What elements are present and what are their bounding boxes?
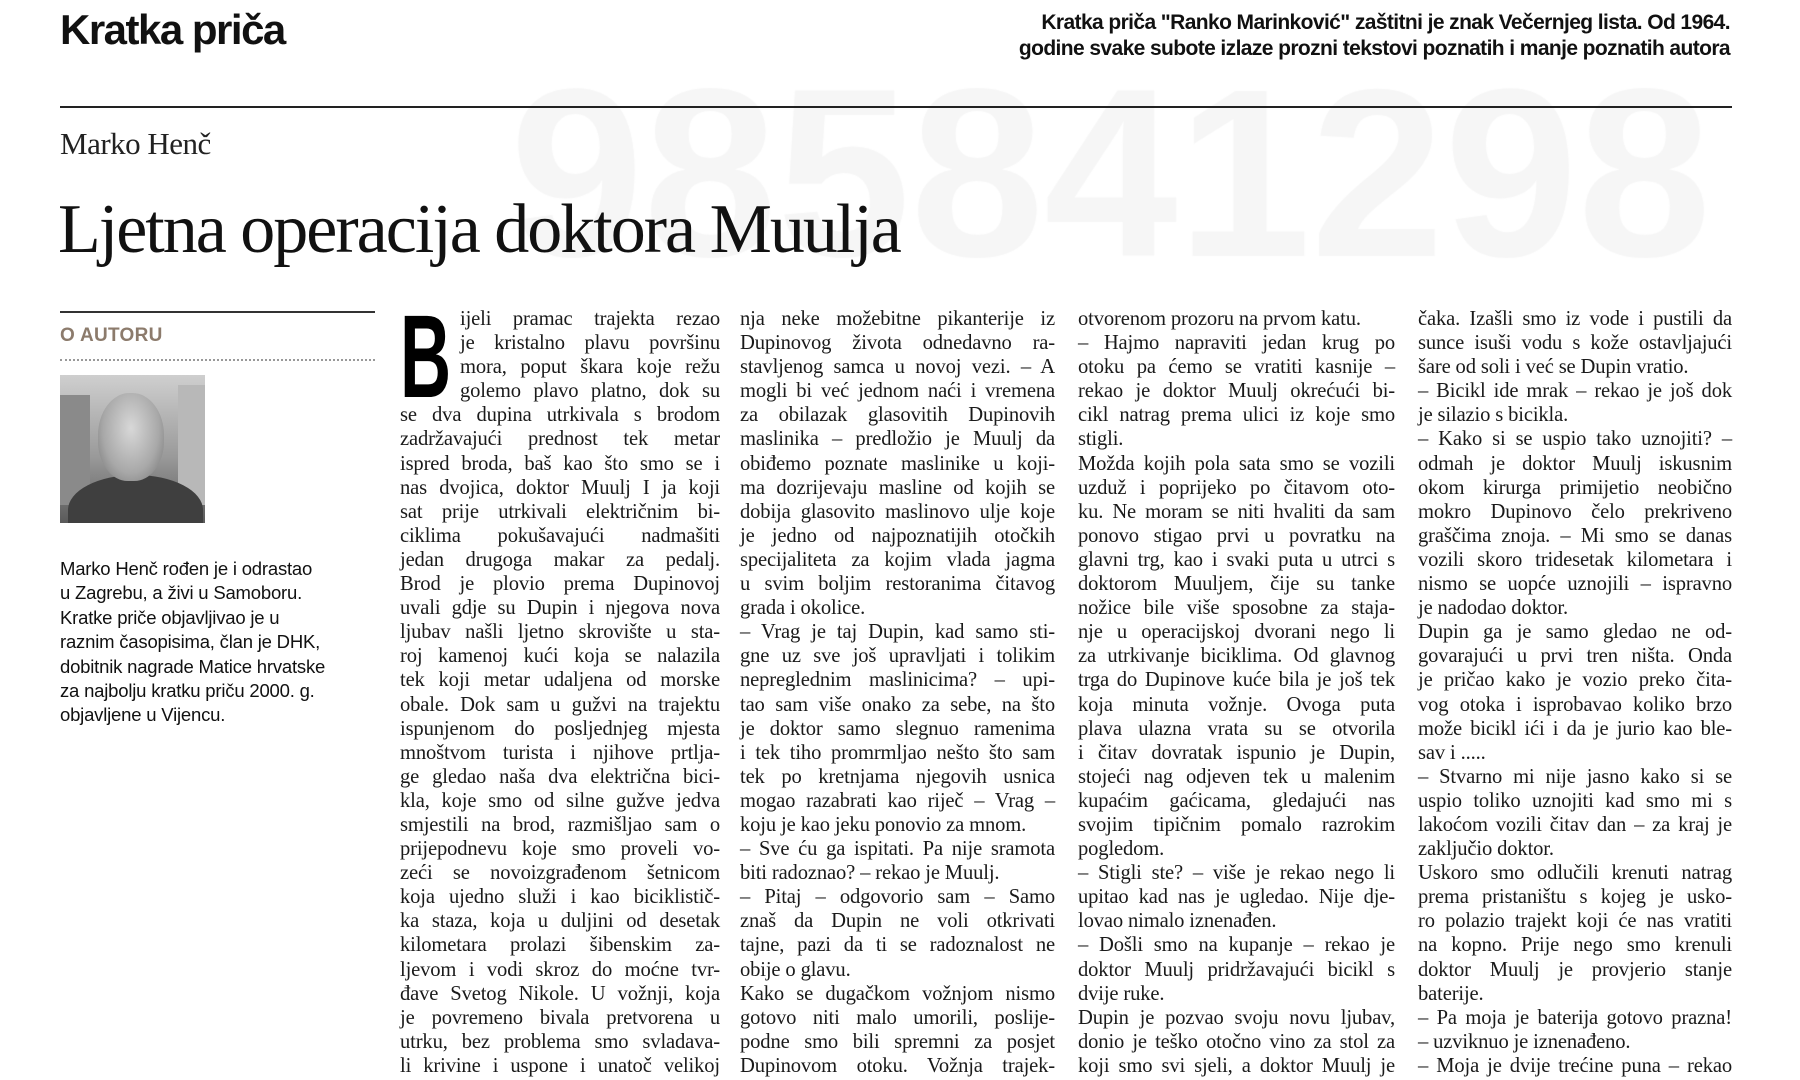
text-line: sav i ..... xyxy=(1418,741,1486,764)
text-line: govarajući u prvi tren ništa. Onda xyxy=(1418,645,1732,668)
text-line: ro polazio trajekt koji će nas vratiti xyxy=(1418,910,1732,933)
text-line: baterije. xyxy=(1418,982,1484,1005)
text-line: graščima znoja. – Mi smo se danas xyxy=(1418,524,1732,547)
paragraph xyxy=(1078,933,1395,1005)
text-line: odmah je doktor Muulj iskusnim xyxy=(1418,452,1732,475)
text-line: je povremeno bivala pretvorena u xyxy=(400,1006,720,1029)
text-line: – Kako si se uspio tako uznojiti? – xyxy=(1418,428,1732,451)
text-line: specijaliteta za kojim vlada jagma xyxy=(740,548,1055,571)
text-line: na kopno. Prije nego smo krenuli xyxy=(1418,934,1732,957)
text-line: Dupin je pozvao svoju novu ljubav, xyxy=(1078,1006,1395,1029)
paragraph xyxy=(1078,307,1395,331)
text-line: može bicikl ići i da je jurio kao ble- xyxy=(1418,717,1732,740)
text-line: Možda kojih pola sata smo se vozili xyxy=(1078,452,1395,475)
text-line: znaš da Dupin ne voli otkrivati xyxy=(740,910,1055,933)
about-author-box xyxy=(60,311,375,728)
header-divider xyxy=(60,106,1732,108)
paragraph xyxy=(740,837,1055,885)
text-line: prijepodnevu koje smo proveli vo- xyxy=(400,838,720,861)
text-column-1 xyxy=(400,291,720,1078)
paragraph xyxy=(1078,452,1395,862)
paragraph xyxy=(1418,379,1732,427)
text-line: ma dozrijevaju masline od kojih se xyxy=(740,476,1055,499)
text-line: koja minuta vožnje. Ovoga puta xyxy=(1078,693,1395,716)
text-line: šare od soli i već se Dupin vratio. xyxy=(1418,356,1689,379)
text-line: otoku pa ćemo se vratiti kasnije – xyxy=(1078,356,1395,379)
text-line: smjestili na brod, razmišljao sam o xyxy=(400,813,720,836)
text-line: uvali gdje su Dupin i njegova nova xyxy=(400,597,720,620)
paragraph xyxy=(1418,1054,1732,1078)
text-line: ge gledao naša dva električna bici- xyxy=(400,765,720,788)
text-line: glavni trg, kao i svaki puta u utrci s xyxy=(1078,548,1395,571)
text-line: sat prije utrkivali električnim bi- xyxy=(400,500,720,523)
text-line: zeći se novoizgrađenom šetnicom xyxy=(400,862,720,885)
drop-cap: B xyxy=(400,291,452,423)
text-line: za utrkivanje biciklima. Od glavnog xyxy=(1078,645,1395,668)
text-line: mora, poput škara koje režu xyxy=(460,356,720,379)
text-line: koja ujedno služi i kao biciklistič- xyxy=(400,886,720,909)
paragraph xyxy=(1418,1006,1732,1054)
text-line: tek koji metar udaljena od morske xyxy=(400,669,720,692)
text-line: stigli. xyxy=(1078,428,1124,451)
article-author: Marko Henč xyxy=(60,126,211,161)
text-line: roj kamenoj kući koja se nalazila xyxy=(400,645,720,668)
bio-line: u Zagrebu, a živi u Samoboru. xyxy=(60,582,303,604)
text-line: dobija glasovito maslinovo ulje koje xyxy=(740,500,1055,523)
text-line: li krivine i uspone i unatoč velikoj xyxy=(400,1054,720,1077)
text-line: jedan drugoga makar za pedalj. xyxy=(400,548,720,571)
text-line: ciklima pokušavajući nadmašiti xyxy=(400,524,720,547)
text-line: vozili skoro tridesetak kilometara i xyxy=(1418,548,1732,571)
paragraph xyxy=(1078,1006,1395,1078)
text-line: – Hajmo napraviti jedan krug po xyxy=(1078,332,1395,355)
text-line: uspio toliko uznojiti kad smo mi s xyxy=(1418,789,1732,812)
text-line: ispred broda, baš kao što smo se i xyxy=(400,452,720,475)
text-line: doktorom Muuljem, čije su tanke xyxy=(1078,573,1395,596)
tagline-line: Kratka priča "Ranko Marinković" zaštitni je znak Večernjeg lista. Od 1964. xyxy=(1041,11,1730,34)
section-title: Kratka priča xyxy=(60,6,285,53)
text-line: trga do Dupinove kuće bila je još tek xyxy=(1078,669,1395,692)
text-line: pogledom. xyxy=(1078,838,1165,861)
text-line: mokro Dupinovo čelo prekriveno xyxy=(1418,500,1732,523)
author-bio xyxy=(60,557,375,728)
text-line: Uskoro smo odlučili krenuti natrag xyxy=(1418,862,1732,885)
text-line: svojim tipičnim pomalo razrokim xyxy=(1078,813,1395,836)
text-line: doktor Muulj pridržavajući bicikl s xyxy=(1078,958,1395,981)
text-line: đave Svetog Nikole. U vožnji, koja xyxy=(400,982,720,1005)
bio-line: za najbolju kratku priču 2000. g. xyxy=(60,680,315,702)
text-line: za obilazak glasovitih Dupinovih xyxy=(740,404,1055,427)
text-line: lovao nimalo iznenađen. xyxy=(1078,910,1277,933)
section-tagline xyxy=(1019,10,1730,62)
text-line: vog otoka i isprobavao koliko brzo xyxy=(1418,693,1732,716)
text-line: tek po kretnjama njegovih usnica xyxy=(740,765,1055,788)
text-line: obiđemo poznate maslinike u koji- xyxy=(740,452,1055,475)
text-line: tajne, pazi da ti se radoznalost ne xyxy=(740,934,1055,957)
tagline-line: godine svake subote izlaze prozni tekstovi poznatih i manje poznatih autora xyxy=(1018,37,1730,60)
text-line: – Sve ću ga ispitati. Pa nije sramota xyxy=(740,838,1055,861)
text-line: nja neke možebitne pikanterije iz xyxy=(740,308,1055,330)
bio-line: Kratke priče objavljivao je u xyxy=(60,606,280,628)
text-line: je jedno od najpoznatijih otočkih xyxy=(740,524,1055,547)
text-line: – Moja je dvije trećine puna – rekao xyxy=(1418,1054,1732,1077)
paragraph xyxy=(1078,331,1395,451)
paragraph xyxy=(1078,861,1395,933)
text-line: je doktor samo slegnuo ramenima xyxy=(740,717,1055,740)
article-title: Ljetna operacija doktora Muulja xyxy=(58,191,900,268)
text-line: plava ulazna vrata su se otvorila xyxy=(1078,717,1395,740)
text-line: kilometara prolazi šibenskim za- xyxy=(400,934,720,957)
text-line: – Stigli ste? – više je rekao nego li xyxy=(1078,862,1395,885)
text-line: grada i okolice. xyxy=(740,597,866,620)
text-line: ku. Ne moram se niti hvaliti da sam xyxy=(1078,500,1395,523)
bio-line: raznim časopisima, član je DHK, xyxy=(60,631,321,653)
text-line: mogao razabrati kao riječ – Vrag – xyxy=(740,789,1055,812)
paragraph xyxy=(1418,307,1732,379)
text-line: uzduž i poprijeko po čitavom oto- xyxy=(1078,476,1395,499)
text-line: rekao je doktor Muulj okrećući bi- xyxy=(1078,380,1395,403)
text-line: nožice bile više sposobne za staja- xyxy=(1078,597,1395,620)
text-line: Brod je plovio prema Dupinovoj xyxy=(400,573,720,596)
text-line: tao sam više onako za sebe, na što xyxy=(740,693,1055,716)
text-line: je silazio s bicikla. xyxy=(1418,404,1569,427)
text-line: čaka. Izašli smo iz vode i pustili da xyxy=(1418,308,1732,330)
paragraph xyxy=(740,620,1055,837)
text-line: – Bicikl ide mrak – rekao je još dok xyxy=(1418,380,1732,403)
paragraph xyxy=(1418,861,1732,1006)
text-line: – Stvarno mi nije jasno kako si se xyxy=(1418,765,1732,788)
text-line: mnoštvom turista i njihove prtlja- xyxy=(400,741,720,764)
text-line: – Pitaj – odgovorio sam – Samo xyxy=(740,886,1055,909)
text-line: nje u operacijskoj dvorani nego li xyxy=(1078,621,1395,644)
text-line: zaključio doktor. xyxy=(1418,838,1554,861)
text-line: obije o glavu. xyxy=(740,958,851,981)
text-column-4 xyxy=(1418,307,1732,1078)
paragraph xyxy=(740,885,1055,981)
text-line: Kako se dugačkom vožnjom nismo xyxy=(740,982,1055,1005)
bio-line: Marko Henč rođen je i odrastao xyxy=(60,558,313,579)
dotted-divider xyxy=(60,359,375,361)
bio-line: objavljene u Vijencu. xyxy=(60,704,226,726)
author-box-rule xyxy=(60,311,375,313)
paragraph xyxy=(740,307,1055,620)
text-column-2 xyxy=(740,307,1055,1078)
paragraph xyxy=(740,982,1055,1078)
text-line: cikl natrag prema ulici iz koje smo xyxy=(1078,404,1395,427)
text-line: ijeli pramac trajekta rezao xyxy=(460,308,720,330)
text-line: gotovo niti malo umorili, poslije- xyxy=(740,1006,1055,1029)
text-line: Dupinovom otoku. Vožnja trajek- xyxy=(740,1054,1055,1077)
text-line: ponovo stigao prvi u povratku na xyxy=(1078,524,1395,547)
text-line: stavljenog samca u novoj vezi. – A xyxy=(740,356,1055,379)
text-line: otvorenom prozoru na prvom katu. xyxy=(1078,308,1361,330)
text-line: prema pristaništu s kojeg je usko- xyxy=(1418,886,1732,909)
text-line: – Vrag je taj Dupin, kad samo sti- xyxy=(740,621,1055,644)
text-line: se dva dupina utrkivala s brodom xyxy=(400,404,720,427)
text-line: lakoćom vozili čitav dan – za kraj je xyxy=(1418,813,1732,836)
text-line: koji smo svi sjeli, a doktor Muulj je xyxy=(1078,1054,1395,1077)
paragraph xyxy=(1418,427,1732,620)
text-line: nas dvojica, doktor Muulj I ja koji xyxy=(400,476,720,499)
text-line: biti radoznao? – rekao je Muulj. xyxy=(740,862,1000,885)
text-line: ljevom i vodi skroz do moćne tvr- xyxy=(400,958,720,981)
text-line: zadržavajući prednost tek metar xyxy=(400,428,720,451)
text-line: donio je teško otočno vino za stol za xyxy=(1078,1030,1395,1053)
text-line: i čitav dovratak ispunio je Dupin, xyxy=(1078,741,1395,764)
text-line: kupaćim gaćicama, gledajući nas xyxy=(1078,789,1395,812)
text-line: je kristalno plavu površinu xyxy=(460,332,720,355)
text-line: – Došli smo na kupanje – rekao je xyxy=(1078,934,1395,957)
bio-line: dobitnik nagrade Matice hrvatske xyxy=(60,655,326,677)
text-line: utrku, bez problema smo svladava- xyxy=(400,1030,720,1053)
paragraph xyxy=(1418,620,1732,765)
text-line: Dupin ga je samo gledao ne od- xyxy=(1418,621,1732,644)
text-line: – Pa moja je baterija gotovo prazna! xyxy=(1418,1006,1732,1029)
text-line: maslinika – predložio je Muulj da xyxy=(740,428,1055,451)
text-line: ka staza, koja u duljini od desetak xyxy=(400,910,720,933)
text-line: je pričao kako je vozio preko čita- xyxy=(1418,669,1732,692)
author-photo xyxy=(60,375,205,523)
text-line: podne smo bili spremni za posjet xyxy=(740,1030,1055,1053)
about-author-heading: O AUTORU xyxy=(60,325,163,346)
text-line: – uzviknuo je iznenađeno. xyxy=(1418,1030,1631,1053)
text-line: mogli bi već jednom naći i vremena xyxy=(740,380,1055,403)
text-line: sunce isuši vodu s kože ostavljajući xyxy=(1418,332,1732,355)
text-line: je nadodao doktor. xyxy=(1418,597,1569,620)
text-line: u svim boljim restoranima čitavog xyxy=(740,573,1055,596)
text-line: gne uz sve još upravljati i tolikim xyxy=(740,645,1055,668)
text-line: i tek tiho promrmljao nešto što sam xyxy=(740,741,1055,764)
text-line: ljubav našli ljetno skrovište u sta- xyxy=(400,621,720,644)
text-line: okom kirurga primijetio neobično xyxy=(1418,476,1732,499)
text-line: stojeći nag odjeven tek u malenim xyxy=(1078,765,1395,788)
text-line: nismo se uopće uznojili – ispravno xyxy=(1418,573,1732,596)
text-line: Dupinovog života odnedavno ra- xyxy=(740,332,1055,355)
text-line: kla, koje smo od silne gužve jedva xyxy=(400,789,720,812)
text-line: obale. Dok sam u gužvi na trajektu xyxy=(400,693,720,716)
text-line: golemo plavo platno, dok su xyxy=(460,380,720,403)
text-line: dvije ruke. xyxy=(1078,982,1165,1005)
paragraph xyxy=(1418,765,1732,861)
text-line: koju je kao jeku ponovio za mnom. xyxy=(740,813,1027,836)
text-line: nepreglednim maslinicima? – upi- xyxy=(740,669,1055,692)
text-line: ispunjenom do posljednjeg mjesta xyxy=(400,717,720,740)
text-line: doktor Muulj je provjerio stanje xyxy=(1418,958,1732,981)
text-line: upitao kad nas je ugledao. Nije dje- xyxy=(1078,886,1395,909)
text-column-3 xyxy=(1078,307,1395,1078)
